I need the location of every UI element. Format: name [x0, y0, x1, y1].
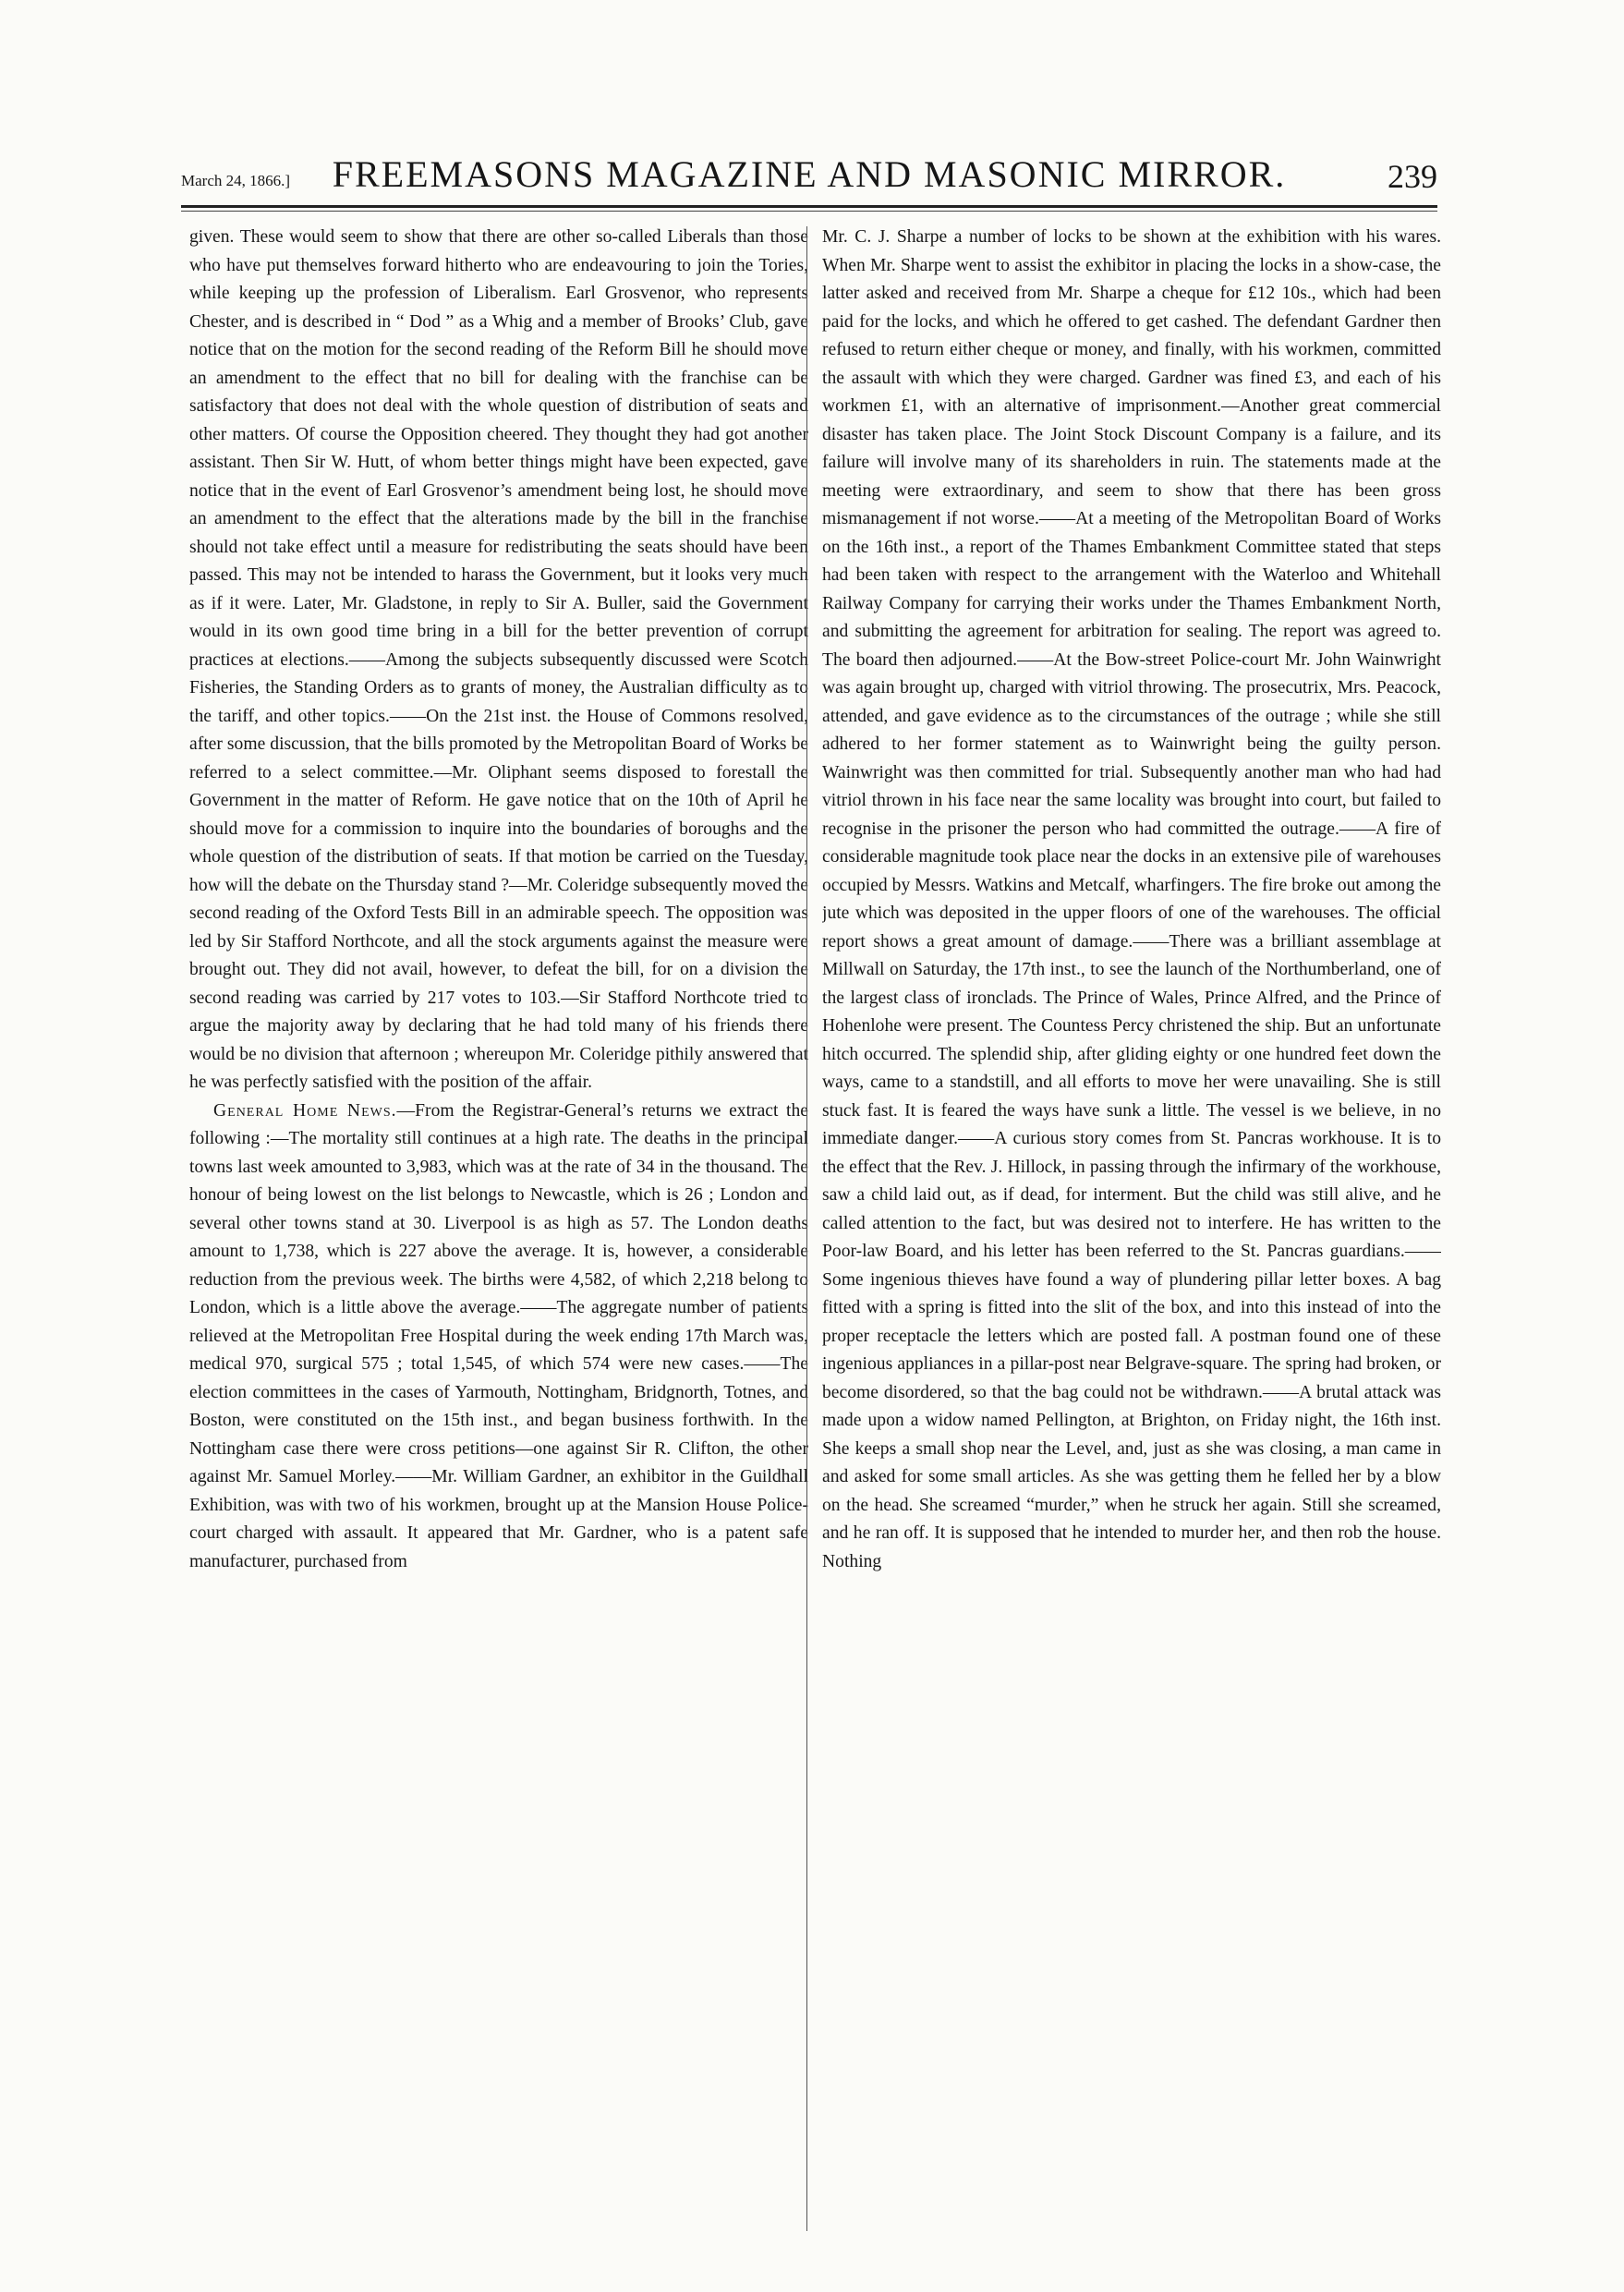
left-column [189, 224, 808, 2256]
masthead-rule-thin [181, 211, 1437, 212]
left-paragraph-2-text: —From the Registrar-General’s returns we extract the following :—The mortality still continues at a high rate. The deaths in the principal towns last week amounted to 3,983, which was at the rate of 34 in the thousand. The honour of being lowest on the list belongs to Newcastle, which is 26 ; London and several other towns stand at 30. Liverpool is as high as 57. The London deaths amount to 1,738, which is 227 above the average. It is, however, a considerable reduction from the previous week. The births were 4,582, of which 2,218 belong to London, which is a little above the average.——The aggregate number of patients relieved at the Metropolitan Free Hospital during the week ending 17th March was, medical 970, surgical 575 ; total 1,545, of which 574 were new cases.——The election committees in the cases of Yarmouth, Nottingham, Bridgnorth, Totnes, and Boston, were constituted on the 15th inst., and began business forthwith. In the Nottingham case there were cross petitions—one against Sir R. Clifton, the other against Mr. Samuel Morley.——Mr. William Gardner, an exhibitor in the Guildhall Exhibition, was with two of his workmen, brought up at the Mansion House Police-court charged with assault. It appeared that Mr. Gardner, who is a patent safe manufacturer, purchased from [189, 1100, 808, 1571]
column-divider [806, 226, 807, 2231]
issue-date: March 24, 1866.] [181, 172, 291, 189]
left-paragraph-1: given. These would seem to show that there are other so-called Liberals than those who have put themselves forward hitherto who are endeavouring to join the Tories, while keeping up the profession of Liberalism. Earl Grosvenor, who represents Chester, and is described in “ Dod ” as a Whig and a member of Brooks’ Club, gave notice that on the motion for the second reading of the Reform Bill he should move an amendment to the effect that no bill for dealing with the franchise can be satisfactory that does not deal with the whole question of distribution of seats and other matters. Of course the Opposition cheered. They thought they had got another assistant. Then Sir W. Hutt, of whom better things might have been expected, gave notice that in the event of Earl Grosvenor’s amendment being lost, he should move an amendment to the effect that the alterations made by the bill in the franchise should not take effect until a measure for redistributing the seats should have been passed. This may not be intended to harass the Government, but it looks very much as if it were. Later, Mr. Gladstone, in reply to Sir A. Buller, said the Government would in its own good time bring in a bill for the better prevention of corrupt practices at elections.——Among the subjects subsequently discussed were Scotch Fisheries, the Standing Orders as to grants of money, the Australian difficulty as to the tariff, and other topics.——On the 21st inst. the House of Commons resolved, after some discussion, that the bills promoted by the Metropolitan Board of Works be referred to a select committee.—Mr. Oliphant seems disposed to forestall the Government in the matter of Reform. He gave notice that on the 10th of April he should move for a commission to inquire into the boundaries of boroughs and the whole question of the distribution of seats. If that motion be carried on the Tuesday, how will the debate on the Thursday stand ?—Mr. Coleridge subsequently moved the second reading of the Oxford Tests Bill in an admirable speech. The opposition was led by Sir Stafford Northcote, and all the stock arguments against the measure were brought out. They did not avail, however, to defeat the bill, for on a division the second reading was carried by 217 votes to 103.—Sir Stafford Northcote tried to argue the majority away by declaring that he had told many of his friends there would be no division that afternoon ; whereupon Mr. Coleridge pithily answered that he was perfectly satisfied with the position of the affair. [189, 227, 808, 1092]
right-column [822, 224, 1441, 2256]
masthead [181, 139, 1437, 203]
section-heading-general-home-news: General Home News. [213, 1100, 397, 1121]
right-paragraph-1: Mr. C. J. Sharpe a number of locks to be shown at the exhibition with his wares. When Mr. Sharpe went to assist the exhibitor in placing the locks in a show-case, the latter asked and received from Mr. Sharpe a cheque for £12 10s., which had been paid for the locks, and which he offered to get cashed. The defendant Gardner then refused to return either cheque or money, and finally, with his workmen, committed the assault with which they were charged. Gardner was fined £3, and each of his workmen £1, with an alternative of imprisonment.—Another great commercial disaster has taken place. The Joint Stock Discount Company is a failure, and its failure will involve many of its shareholders in ruin. The statements made at the meeting were extraordinary, and seem to show that there has been gross mismanagement if not worse.——At a meeting of the Metropolitan Board of Works on the 16th inst., a report of the Thames Embankment Committee stated that steps had been taken with respect to the arrangement with the Waterloo and Whitehall Railway Company for carrying their works under the Thames Embankment North, and submitting the agreement for arbitration for sealing. The report was agreed to. The board then adjourned.——At the Bow-street Police-court Mr. John Wainwright was again brought up, charged with vitriol throwing. The prosecutrix, Mrs. Peacock, attended, and gave evidence as to the circumstances of the outrage ; while she still adhered to her former statement as to Wainwright being the guilty person. Wainwright was then committed for trial. Subsequently another man who had had vitriol thrown in his face near the same locality was brought into court, but failed to recognise in the prisoner the person who had committed the outrage.——A fire of considerable magnitude took place near the docks in an extensive pile of warehouses occupied by Messrs. Watkins and Metcalf, wharfingers. The fire broke out among the jute which was deposited in the upper floors of one of the warehouses. The official report shows a great amount of damage.——There was a brilliant assemblage at Millwall on Saturday, the 17th inst., to see the launch of the Northumberland, one of the largest class of ironclads. The Prince of Wales, Prince Alfred, and the Prince of Hohenlohe were present. The Countess Percy christened the ship. But an unfortunate hitch occurred. The splendid ship, after gliding eighty or one hundred feet down the ways, came to a standstill, and all efforts to move her were unavailing. She is still stuck fast. It is feared the ways have sunk a little. The vessel is we believe, in no immediate danger.——A curious story comes from St. Pancras workhouse. It is to the effect that the Rev. J. Hillock, in passing through the infirmary of the workhouse, saw a child laid out, as if dead, for interment. But the child was still alive, and he called attention to the fact, but was desired not to interfere. He has written to the Poor-law Board, and his letter has been referred to the St. Pancras guardians.——Some ingenious thieves have found a way of plundering pillar letter boxes. A bag fitted with a spring is fitted into the slit of the box, and into this instead of into the proper receptacle the letters which are posted fall. A postman found one of these ingenious appliances in a pillar-post near Belgrave-square. The spring had broken, or become disordered, so that the bag could not be withdrawn.——A brutal attack was made upon a widow named Pellington, at Brighton, on Friday night, the 16th inst. She keeps a small shop near the Level, and, just as she was closing, a man came in and asked for some small articles. As she was getting them he felled her by a blow on the head. She screamed “murder,” when he struck her again. Still she screamed, and he ran off. It is supposed that he intended to murder her, and then rob the house. Nothing [822, 227, 1441, 1571]
page-number: 239 [1388, 158, 1437, 195]
left-paragraph-2 [189, 1097, 808, 1577]
publication-title: FREEMASONS MAGAZINE AND MASONIC MIRROR. [332, 153, 1287, 195]
masthead-rule [181, 205, 1437, 208]
